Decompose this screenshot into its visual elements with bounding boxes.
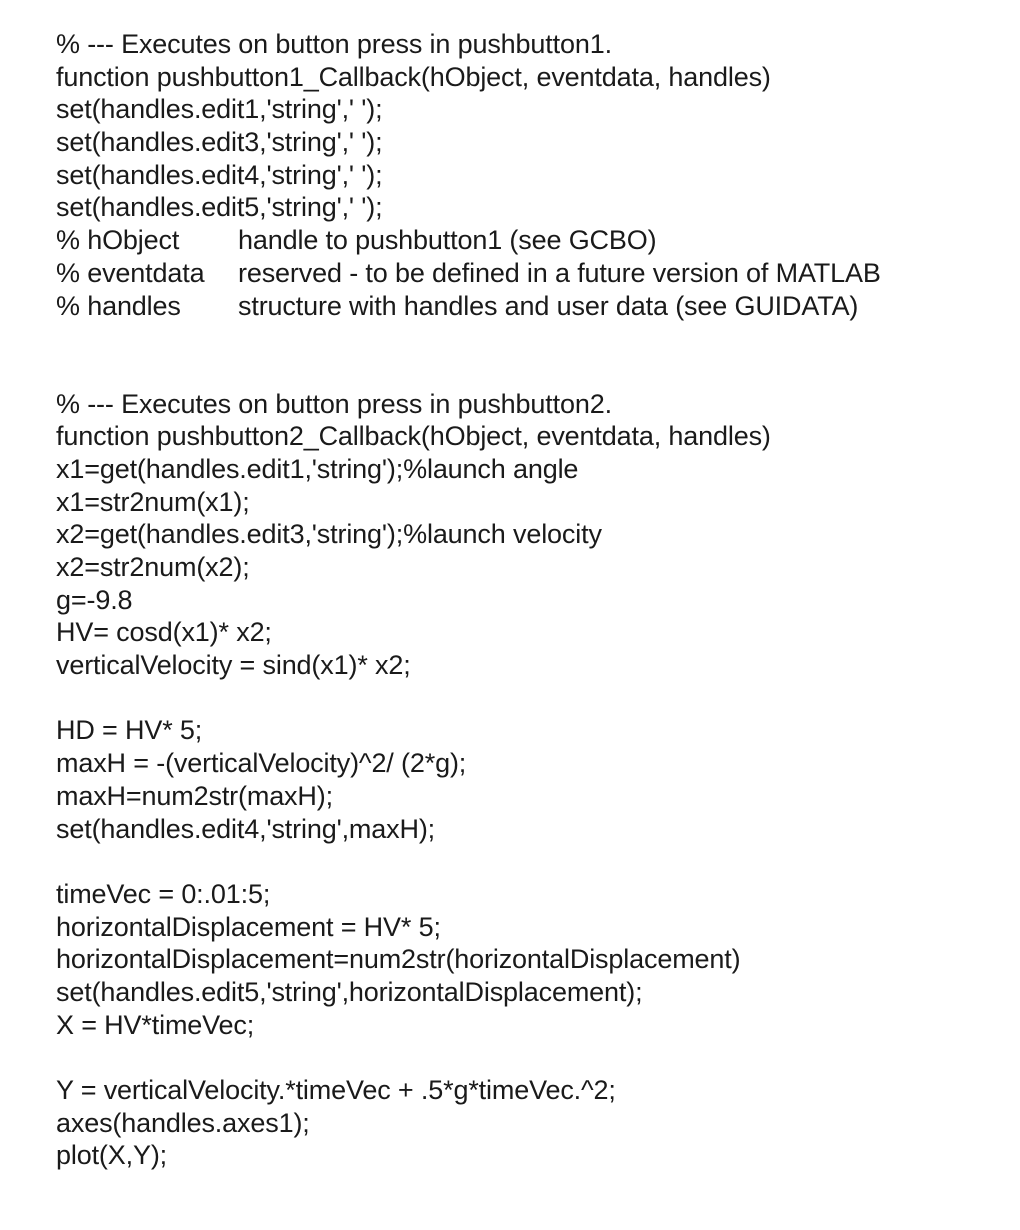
code-line: function pushbutton2_Callback(hObject, eventdata, handles) xyxy=(56,421,771,452)
code-line: x1=str2num(x1); xyxy=(56,486,250,517)
code-line: horizontalDisplacement = HV* 5; xyxy=(56,911,441,942)
code-line: Y = verticalVelocity.*timeVec + .5*g*timeVec.^2; xyxy=(56,1075,616,1105)
code-line: HV= cosd(x1)* x2; xyxy=(56,617,272,648)
comment-header-pushbutton2: % --- Executes on button press in pushbutton2. xyxy=(56,388,612,419)
code-line: g=-9.8 xyxy=(56,584,133,615)
comment-desc: structure with handles and user data (see GUIDATA) xyxy=(238,290,859,321)
code-line: function pushbutton1_Callback(hObject, eventdata, handles) xyxy=(56,61,771,92)
comment-row-eventdata xyxy=(56,257,996,290)
matlab-code-listing xyxy=(56,28,996,1172)
code-line: set(handles.edit5,'string',' '); xyxy=(56,192,383,223)
code-line: timeVec = 0:.01:5; xyxy=(56,878,271,909)
comment-key: % handles xyxy=(56,290,181,321)
code-line: plot(X,Y); xyxy=(56,1140,168,1171)
code-line: X = HV*timeVec; xyxy=(56,1009,255,1040)
code-line: axes(handles.axes1); xyxy=(56,1107,310,1138)
blank-line xyxy=(56,845,996,878)
code-line: maxH = -(verticalVelocity)^2/ (2*g); xyxy=(56,748,467,779)
comment-desc: reserved - to be defined in a future version of MATLAB xyxy=(238,257,881,288)
comment-header-pushbutton1: % --- Executes on button press in pushbutton1. xyxy=(56,29,612,59)
code-line: x1=get(handles.edit1,'string');%launch angle xyxy=(56,453,579,484)
code-line: set(handles.edit1,'string',' '); xyxy=(56,94,383,125)
code-line: set(handles.edit4,'string',maxH); xyxy=(56,813,436,844)
comment-desc: handle to pushbutton1 (see GCBO) xyxy=(238,225,657,256)
code-line: maxH=num2str(maxH); xyxy=(56,780,333,811)
blank-line xyxy=(56,682,996,715)
code-line: set(handles.edit5,'string',horizontalDisplacement); xyxy=(56,976,643,1007)
code-line: x2=get(handles.edit3,'string');%launch velocity xyxy=(56,519,602,550)
code-line: HD = HV* 5; xyxy=(56,715,203,746)
comment-key: % hObject xyxy=(56,225,180,256)
code-line: horizontalDisplacement=num2str(horizontalDisplacement) xyxy=(56,944,741,975)
code-line: set(handles.edit4,'string',' '); xyxy=(56,159,383,190)
code-line: set(handles.edit3,'string',' '); xyxy=(56,127,383,158)
comment-key: % eventdata xyxy=(56,257,205,288)
comment-row-hobject xyxy=(56,224,996,257)
comment-row-handles xyxy=(56,290,996,323)
blank-line xyxy=(56,1041,996,1074)
code-line: verticalVelocity = sind(x1)* x2; xyxy=(56,650,411,681)
blank-line xyxy=(56,322,996,355)
blank-line xyxy=(56,355,996,388)
code-line: x2=str2num(x2); xyxy=(56,552,250,582)
